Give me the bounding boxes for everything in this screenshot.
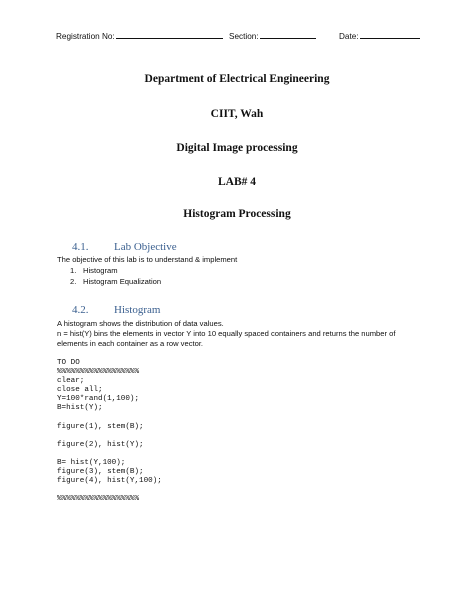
- section-number: 4.2.: [72, 304, 89, 316]
- list-item: [70, 277, 161, 288]
- date-field: [339, 30, 420, 41]
- registration-blank: [116, 30, 223, 39]
- objective-list: [70, 266, 161, 287]
- code-line: TO DO: [57, 359, 80, 367]
- code-line: clear;: [57, 377, 85, 386]
- paragraph-line: elements in each container as a row vector.: [57, 339, 204, 348]
- section-label: Section:: [229, 32, 259, 41]
- code-line: figure(2), hist(Y);: [57, 440, 144, 449]
- list-item-text: Histogram Equalization: [83, 276, 162, 286]
- code-line: [57, 432, 162, 441]
- code-line: [57, 486, 162, 495]
- code-line: Y=100*rand(1,100);: [57, 395, 140, 404]
- code-line: [57, 450, 162, 459]
- section-number: 4.1.: [72, 241, 89, 253]
- section-title: Lab Objective: [114, 241, 177, 253]
- code-line: figure(1), stem(B);: [57, 422, 144, 431]
- code-line: %%%%%%%%%%%%%%%%%%: [57, 368, 140, 377]
- list-item-text: Histogram: [83, 266, 118, 275]
- section-blank: [260, 30, 316, 39]
- code-line: %%%%%%%%%%%%%%%%%%: [57, 495, 140, 504]
- section-title: Histogram: [114, 304, 161, 316]
- registration-label: Registration No:: [56, 32, 115, 41]
- objective-intro-text: The objective of this lab is to understand & implement: [57, 255, 238, 264]
- institute-title: CIIT, Wah: [210, 108, 264, 120]
- list-item: [70, 266, 161, 277]
- code-line: figure(4), hist(Y,100);: [57, 477, 162, 486]
- code-block: [57, 359, 162, 505]
- course-title: Digital Image processing: [176, 142, 298, 154]
- code-line: [57, 414, 162, 423]
- code-line: B=hist(Y);: [57, 404, 103, 413]
- topic-title: Histogram Processing: [183, 208, 291, 220]
- section-heading-histogram: [72, 304, 160, 316]
- section-field: [229, 30, 316, 41]
- paragraph-line: A histogram shows the distribution of data values.: [57, 319, 224, 328]
- code-line: B= hist(Y,100);: [57, 459, 126, 468]
- paragraph-line: n = hist(Y) bins the elements in vector Y into 10 equally spaced containers and returns the number of: [57, 329, 396, 338]
- code-line: close all;: [57, 386, 103, 395]
- list-item-number: 2.: [70, 276, 77, 286]
- list-item-number: 1.: [70, 266, 77, 275]
- date-label: Date:: [339, 32, 359, 41]
- date-blank: [360, 30, 420, 39]
- section-heading-objective: [72, 241, 177, 253]
- department-title: Department of Electrical Engineering: [144, 73, 330, 85]
- header-fields: [56, 30, 426, 42]
- registration-field: [56, 30, 223, 41]
- lab-number-title: LAB# 4: [217, 176, 257, 188]
- code-line: figure(3), stem(B);: [57, 468, 144, 477]
